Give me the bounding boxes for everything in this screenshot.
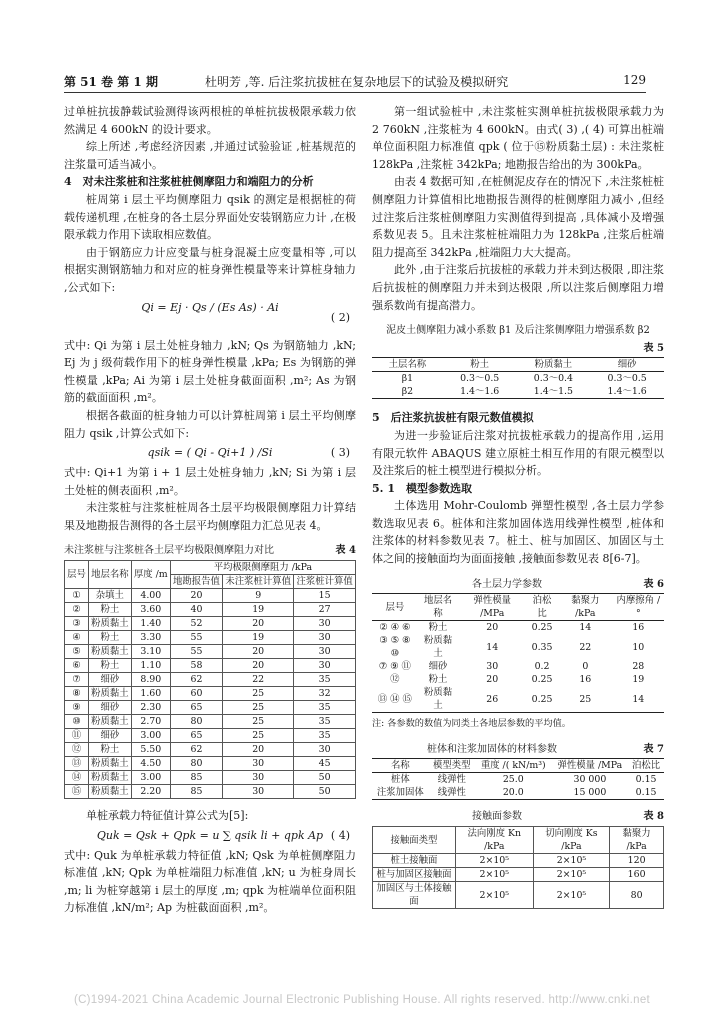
table-row (372, 385, 664, 399)
table-cell: 30 (294, 645, 356, 659)
table-cell: 14 (579, 622, 592, 634)
table-cell: 0.3～0.5 (607, 373, 647, 385)
table-cell: ⑫ (390, 674, 400, 686)
equation-number: ( 3) (330, 446, 350, 460)
table-cell: 15 (294, 589, 356, 603)
table-cell: 1.40 (131, 617, 170, 631)
table-cell: 160 (610, 868, 664, 882)
section-heading-5-1: 5. 1 模型参数选取 (372, 481, 472, 495)
table-header: 层号 (65, 561, 89, 589)
table-row (65, 687, 356, 701)
paragraph: 过单桩抗拔静载试验测得该两根桩的单桩抗拔极限承载力依然满足 4 600kN 的设计要求。 (64, 105, 356, 136)
table-cell: ⑨ (65, 701, 89, 715)
table-note: 注: 各参数的数值为同类土各地层参数的平均值。 (372, 718, 571, 730)
table-cell: 20 (223, 659, 294, 673)
table-cell: 0.35 (531, 641, 553, 653)
table-cell: 60 (170, 687, 222, 701)
equation-body: Qi = Ej · Qs / (Es As) · Ai (141, 300, 279, 314)
table-cell: 25 (579, 693, 592, 705)
table-cell: 30 (486, 661, 499, 673)
table-cell: 16 (632, 622, 645, 634)
table-cell: 3.60 (131, 603, 170, 617)
table-cell: 30 (294, 631, 356, 645)
table-cell: 25 (223, 701, 294, 715)
page-number: 129 (623, 73, 646, 87)
paragraph: 桩周第 i 层土平均侧摩阻力 qsik 的测定是根据桩的荷载传递机理 ,在桩身的各土层分界面处安装钢筋应力计 ,在极限承载力作用下读取相应数值。 (64, 192, 356, 242)
table-header-row (372, 759, 664, 773)
table-cell: 杂填土 (88, 589, 131, 603)
table-cell: 3.00 (131, 729, 170, 743)
table-cell: 线弹性 (437, 774, 466, 786)
table-body (372, 372, 664, 399)
equation-body: qsik = ( Qi - Qi+1 ) /Si (147, 446, 273, 460)
table-7 (372, 758, 664, 800)
table-cell: 细砂 (88, 701, 131, 715)
table-header: 层号 (372, 594, 418, 621)
table-cell: ⑭ (65, 771, 89, 785)
table-cell: 80 (610, 882, 664, 909)
table-cell: β2 (401, 386, 414, 398)
table-cell: 26 (486, 693, 499, 705)
section-heading-4: 4 对未注浆桩和注浆桩桩侧摩阻力和端阻力的分析 (64, 175, 314, 189)
table-header: 黏聚力 /kPa (558, 594, 613, 621)
table-cell: 58 (170, 659, 222, 673)
table-row (65, 659, 356, 673)
table-row (65, 729, 356, 743)
table-cell: ⑮ (65, 785, 89, 799)
section-heading-5: 5 后注浆抗拔桩有限元数值模拟 (372, 411, 534, 425)
table-number: 表 4 (335, 545, 356, 557)
table-header: 粉土 (443, 358, 517, 372)
table-cell: 30 (223, 785, 294, 799)
table-row (65, 715, 356, 729)
table-cell: 4.50 (131, 757, 170, 771)
table-cell: ① (65, 589, 89, 603)
table-cell: 1.4～1.6 (607, 386, 647, 398)
table-cell: 19 (632, 674, 645, 686)
table-cell: 桩土接触面 (373, 854, 456, 868)
table-cell: ⑦ (65, 673, 89, 687)
table-cell: 桩与加固区接触面 (373, 868, 456, 882)
journal-issue: 第 51 卷 第 1 期 (64, 75, 158, 89)
table-number: 表 5 (643, 342, 664, 354)
table-title: 接触面参数 (472, 811, 522, 823)
table-cell: 0.15 (635, 774, 657, 786)
table-cell: 粉土 (428, 622, 448, 634)
table-header: 黏聚力 /kPa (610, 827, 664, 854)
table-title: 未注浆桩与注浆桩各土层平均极限侧摩阻力对比 (64, 545, 274, 557)
equation-number: ( 2) (330, 310, 350, 324)
table-cell: 40 (170, 603, 222, 617)
table-header: 名称 (372, 759, 429, 773)
table-7-caption (372, 741, 664, 759)
table-cell: β1 (401, 373, 414, 385)
table-cell: 19 (223, 631, 294, 645)
table-cell: 0.25 (531, 674, 553, 686)
table-cell: 粉质黏土 (88, 771, 131, 785)
table-row (372, 634, 664, 660)
table-cell: 2×10⁵ (455, 882, 533, 909)
table-cell: 粉质黏土 (423, 635, 453, 660)
table-cell: 2.70 (131, 715, 170, 729)
table-cell: ⑧ (65, 687, 89, 701)
table-header: 接触面类型 (373, 827, 456, 854)
copyright-watermark: (C)1994-2021 China Academic Journal Electronic Publishing House. All rights reserved. http://www.cnki.net (73, 994, 651, 1006)
table-title: 各土层力学参数 (472, 578, 542, 590)
table-body (65, 589, 356, 799)
table-cell: 细砂 (88, 673, 131, 687)
table-cell: 0.15 (635, 787, 657, 799)
table-header: 内摩擦角 /° (613, 594, 664, 621)
table-cell: 20 (223, 645, 294, 659)
paragraph: 式中: Qi+1 为第 i + 1 层土处桩身轴力 ,kN; Si 为第 i 层土处桩的侧表面积 ,m²。 (64, 466, 356, 497)
table-row (65, 757, 356, 771)
table-body (372, 621, 664, 713)
paragraph: 综上所述 ,考虑经济因素 ,并通过试验验证 ,桩基规范的注浆量可适当减小。 (64, 140, 356, 171)
table-cell: ⑤ (65, 645, 89, 659)
table-row (372, 773, 664, 787)
table-cell: 粉质黏土 (88, 687, 131, 701)
table-cell: 粉土 (88, 603, 131, 617)
table-cell: 35 (294, 715, 356, 729)
paragraph: 土体选用 Mohr-Coulomb 弹塑性模型 ,各土层力学参数选取见表 6。桩体和注浆加固体选用线弹性模型 ,桩体和注浆体的材料参数见表 7。桩土、桩与加固区、加固区与土体之间的接触面均为面面接触 ,接触面参数见表 8[6-7]。 (372, 499, 664, 566)
table-row (65, 785, 356, 799)
table-cell: 2×10⁵ (455, 868, 533, 882)
table-cell: 1.4～1.6 (460, 386, 500, 398)
table-number: 表 8 (643, 811, 664, 823)
table-cell: ⑦ ⑨ ⑪ (378, 661, 411, 673)
table-cell: 30 000 (573, 774, 607, 786)
table-cell: 120 (610, 854, 664, 868)
left-column (64, 103, 356, 917)
table-cell: ④ (65, 631, 89, 645)
table-cell: 20 (486, 622, 499, 634)
table-cell: 35 (294, 729, 356, 743)
table-header: 注浆桩计算值 (294, 575, 356, 589)
table-cell: 0.2 (534, 661, 550, 673)
table-title: 泥皮土侧摩阻力减小系数 β1 及后注浆侧摩阻力增强系数 β2 (386, 325, 650, 337)
table-cell: ⑥ (65, 659, 89, 673)
table-row (65, 589, 356, 603)
table-cell: 4.00 (131, 589, 170, 603)
table-5-caption (372, 322, 664, 340)
table-cell: 15 000 (573, 787, 607, 799)
table-cell: 22 (579, 641, 592, 653)
table-header: 粉质黏土 (517, 358, 591, 372)
table-cell: 8.90 (131, 673, 170, 687)
table-header: 泊松比 (628, 759, 664, 773)
table-header: 泊松比 (526, 594, 558, 621)
table-header: 未注浆桩计算值 (223, 575, 294, 589)
table-cell: 注浆加固体 (376, 787, 424, 799)
table-cell: ⑫ (65, 743, 89, 757)
table-cell: ⑪ (65, 729, 89, 743)
table-cell: 2×10⁵ (533, 868, 610, 882)
table-header: 厚度 /m (131, 561, 170, 589)
table-cell: 35 (294, 701, 356, 715)
table-cell: 62 (170, 673, 222, 687)
table-cell: 22 (223, 673, 294, 687)
table-row (65, 701, 356, 715)
table-row (65, 743, 356, 757)
table-cell: 20 (486, 674, 499, 686)
table-cell: 细砂 (428, 661, 448, 673)
right-column (372, 103, 664, 909)
table-cell: 20.0 (502, 787, 524, 799)
table-number: 表 7 (643, 743, 664, 755)
table-header: 地勘报告值 (170, 575, 222, 589)
table-cell: 9 (223, 589, 294, 603)
table-cell: 0.25 (531, 693, 553, 705)
table-cell: ⑬ ⑭ ⑮ (377, 693, 412, 705)
table-cell: 0.3～0.5 (460, 373, 500, 385)
table-cell: 30 (294, 743, 356, 757)
table-cell: 2.30 (131, 701, 170, 715)
table-cell: 25 (223, 715, 294, 729)
table-row (373, 882, 664, 909)
table-cell: 10 (632, 641, 645, 653)
table-cell: ③ ⑤ ⑧ ⑩ (379, 635, 411, 660)
table-cell: 85 (170, 771, 222, 785)
paragraph: 为进一步验证后注浆对抗拔桩承载力的提高作用 ,运用有限元软件 ABAQUS 建立原桩土相互作用的有限元模型以及注浆后的桩土模型进行模拟分析。 (372, 428, 664, 478)
table-header: 土层名称 (372, 358, 443, 372)
table-cell: 粉质黏土 (88, 715, 131, 729)
table-title: 桩体和注浆加固体的材料参数 (427, 743, 557, 755)
table-cell: ⑬ (65, 757, 89, 771)
table-row (65, 645, 356, 659)
table-header: 切向刚度 Ks /kPa (533, 827, 610, 854)
table-cell: 27 (294, 603, 356, 617)
table-cell: 粉质黏土 (88, 645, 131, 659)
table-header-row (372, 594, 664, 621)
paragraph: 未注浆桩与注浆桩桩周各土层平均极限侧摩阻力计算结果及地勘报告测得的各土层平均侧摩阻力汇总见表 4。 (64, 501, 356, 532)
equation-3 (64, 444, 356, 462)
equation-body: Quk = Qsk + Qpk = u ∑ qsik li + qpk Ap (96, 828, 324, 842)
table-cell: 50 (294, 785, 356, 799)
table-cell: 0.3～0.4 (533, 373, 573, 385)
table-body (372, 773, 664, 800)
table-cell: 2.20 (131, 785, 170, 799)
table-row (65, 603, 356, 617)
table-cell: 3.10 (131, 645, 170, 659)
paragraph: 式中: Quk 为单桩承载力特征值 ,kN; Qsk 为单桩侧摩阻力标准值 ,kN; Qpk 为单桩端阻力标准值 ,kN; u 为桩身周长 ,m; li 为桩穿越第 i 层土的厚度 ,m; qpk 为桩端单位面积阻力标准值 ,kN/m²; Ap 为桩截面面积 ,m²。 (64, 848, 356, 915)
paragraph: 由表 4 数据可知 ,在桩侧泥皮存在的情况下 ,未注浆桩桩侧摩阻力计算值相比地勘报告测得的桩侧摩阻力减小 ,但经过注浆后注浆桩侧摩阻力实测值得到提高 ,具体减小及增强系数见表 5。且未注浆桩桩端阻力为 128kPa ,注浆后桩端阻力提高至 342kPa ,桩端阻力大大提高。 (372, 175, 664, 259)
table-cell: 桩体 (390, 774, 410, 786)
table-header: 地层名称 (418, 594, 459, 621)
table-number: 表 6 (643, 578, 664, 590)
table-header: 细砂 (590, 358, 664, 372)
table-cell: 粉质黏土 (423, 687, 453, 712)
table-cell: ② ④ ⑥ (379, 622, 411, 634)
table-cell: 30 (223, 757, 294, 771)
table-cell: ② (65, 603, 89, 617)
table-cell: 2×10⁵ (533, 854, 610, 868)
table-cell: 粉土 (88, 631, 131, 645)
table-cell: 粉质黏土 (88, 785, 131, 799)
table-cell: 2×10⁵ (455, 854, 533, 868)
table-header: 法向刚度 Kn /kPa (455, 827, 533, 854)
table-row (65, 771, 356, 785)
table-cell: 粉土 (88, 743, 131, 757)
table-4 (64, 560, 356, 799)
table-row (372, 660, 664, 673)
table-8-caption (372, 808, 664, 826)
table-cell: 细砂 (88, 729, 131, 743)
table-cell: 0.25 (531, 622, 553, 634)
table-cell: 32 (294, 687, 356, 701)
table-cell: ⑩ (65, 715, 89, 729)
table-cell: 45 (294, 757, 356, 771)
table-cell: 16 (579, 674, 592, 686)
table-cell: 35 (294, 673, 356, 687)
paragraph: 此外 ,由于注浆后抗拔桩的承载力并未到达极限 ,即注浆后抗拔桩的侧摩阻力并未到达极限 ,所以注浆后侧摩阻力增强系数尚有提高潜力。 (372, 263, 664, 312)
table-cell: 25.0 (502, 774, 524, 786)
table-cell: 20 (223, 743, 294, 757)
equation-number: ( 4) (330, 828, 350, 842)
table-cell: 30 (294, 659, 356, 673)
table-header: 弹性模量 /MPa (458, 594, 526, 621)
table-cell: 30 (223, 771, 294, 785)
table-cell: 粉质黏土 (88, 757, 131, 771)
table-6-caption (372, 576, 664, 594)
table-cell: 30 (294, 617, 356, 631)
table-cell: 55 (170, 631, 222, 645)
table-cell: 65 (170, 701, 222, 715)
table-header: 地层名称 (88, 561, 131, 589)
table-cell: 19 (223, 603, 294, 617)
table-header: 弹性模量 /MPa (552, 759, 629, 773)
table-header: 模型类型 (429, 759, 475, 773)
table-cell: 52 (170, 617, 222, 631)
table-cell: 14 (486, 641, 499, 653)
table-cell: 62 (170, 743, 222, 757)
table-cell: 粉土 (88, 659, 131, 673)
running-title: 杜明芳 ,等. 后注浆抗拔桩在复杂地层下的试验及模拟研究 (205, 75, 509, 89)
table-header: 重度 /( kN/m³) (475, 759, 552, 773)
table-header-row (372, 358, 664, 372)
table-cell: 0 (582, 661, 589, 673)
table-row (372, 372, 664, 386)
table-row (373, 868, 664, 882)
table-cell: 20 (223, 617, 294, 631)
table-cell: 50 (294, 771, 356, 785)
table-header: 平均极限侧摩阻力 /kPa (170, 561, 355, 575)
table-cell: 20 (170, 589, 222, 603)
table-8 (372, 826, 664, 909)
table-row (65, 631, 356, 645)
table-cell: 65 (170, 729, 222, 743)
paragraph: 根据各截面的桩身轴力可以计算桩周第 i 层土平均侧摩阻力 qsik ,计算公式如下: (64, 408, 356, 440)
table-row (372, 786, 664, 800)
table-cell: 2×10⁵ (533, 882, 610, 909)
table-cell: 55 (170, 645, 222, 659)
paragraph: 单桩承载力特征值计算公式为[5]: (86, 809, 249, 823)
paragraph: 由于钢筋应力计应变量与桩身混凝土应变量相等 ,可以根据实测钢筋轴力和对应的桩身弹性模量等来计算桩身轴力 ,公式如下: (64, 245, 356, 294)
table-cell: 14 (632, 693, 645, 705)
equation-2 (64, 299, 356, 335)
table-cell: 线弹性 (437, 787, 466, 799)
paragraph: 式中: Qi 为第 i 层土处桩身轴力 ,kN; Qs 为钢筋轴力 ,kN; Ej 为 j 级荷载作用下的桩身弹性模量 ,kPa; Es 为钢筋的弹性模量 ,kPa; Ai 为第 i 层土处桩身截面面积 ,m²; As 为钢筋的截面面积 ,m²。 (64, 338, 356, 405)
table-cell: 粉土 (428, 674, 448, 686)
table-cell: ③ (65, 617, 89, 631)
table-cell: 粉质黏土 (88, 617, 131, 631)
table-row (372, 621, 664, 635)
equation-4 (64, 827, 356, 845)
table-6 (372, 593, 664, 713)
table-cell: 3.00 (131, 771, 170, 785)
table-row (65, 617, 356, 631)
table-cell: 85 (170, 785, 222, 799)
table-row (372, 686, 664, 713)
table-cell: 5.50 (131, 743, 170, 757)
table-row (372, 673, 664, 686)
table-cell: 加固区与土体接触面 (373, 882, 456, 909)
table-header-row (373, 827, 664, 854)
table-5 (372, 357, 664, 399)
table-4-caption (64, 542, 356, 560)
table-body (373, 854, 664, 909)
table-cell: 25 (223, 729, 294, 743)
table-cell: 1.10 (131, 659, 170, 673)
paragraph: 第一组试验桩中 ,未注浆桩实测单桩抗拔极限承载力为 2 760kN ,注浆桩为 4 600kN。由式( 3) ,( 4) 可算出桩端单位面积阻力标准值 qpk ( 位于⑮粉质黏土层) : 未注浆桩 128kPa ,注浆桩 342kPa; 地勘报告给出的为 300kPa。 (372, 105, 664, 171)
table-cell: 3.30 (131, 631, 170, 645)
table-cell: 25 (223, 687, 294, 701)
table-cell: 1.60 (131, 687, 170, 701)
table-cell: 80 (170, 715, 222, 729)
header-rule (64, 92, 646, 93)
table-cell: 1.4～1.5 (533, 386, 573, 398)
table-cell: 28 (632, 661, 645, 673)
table-row (65, 673, 356, 687)
table-cell: 80 (170, 757, 222, 771)
table-row (373, 854, 664, 868)
